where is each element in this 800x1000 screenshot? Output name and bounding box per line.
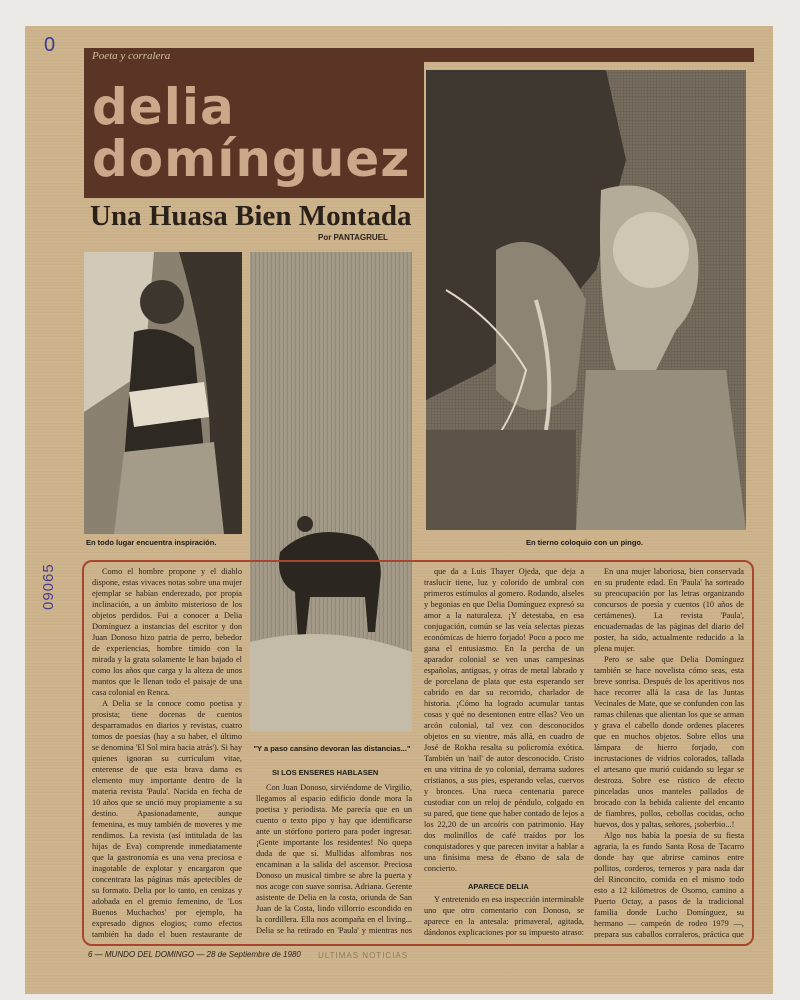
- byline: Por PANTAGRUEL: [318, 233, 388, 242]
- column-4: [594, 566, 744, 938]
- photo-woman-sitting-image: [84, 252, 242, 534]
- section-label: Poeta y corralera: [92, 50, 171, 62]
- column-2: [256, 782, 412, 938]
- photo-woman-horse: [426, 70, 746, 530]
- name-line2: domínguez: [92, 130, 411, 188]
- column-4-para-1: En una mujer laboriosa, bien conservada en su prudente edad. En 'Paula' ha sorteado su preocupación por las letras organizando concursos de poesía y cuentos (10 años de certámenes). La revista 'Paula', encuadernadas de las páginas del diario del poster, ha sido, actualmente reducido a la plena mujer.: [594, 567, 744, 653]
- column-2-para-1: Con Juan Donoso, sirviéndome de Virgilio, llegamos al espacio edificio donde mora la poetisa y periodista. Me parecía que en un cuento o texto pipo y hay que identificarse ante un stórfono portero para poder ingresar. ¡Gente importante los residentes! No quepa duda de que sí. Mullidas alfombras nos encaminan a la salida del ascensor. Preciosa Donoso un musical timbre se abre la puerta y nos acoge con suave sonrisa. Adriana. Gerente asistente de Delia en la costa, oriunda de San Juan de la Costa, lindo villorrio escondido en la cordillera. Ella nos acompaña en el living... Delia se ha retirado en 'Paula' y mientras nos: [256, 783, 412, 935]
- column-3: [424, 566, 584, 878]
- photo-woman-horse-image: [426, 70, 746, 530]
- column-1-para-2: A Delia se la conoce como poetisa y prosista; tiene docenas de cuentos desparramados en diarios y revistas, cuatro tomos de poesías (hay a su haber, el último se denomina 'El Sol mira hacia atrás'). Si hay quienes ignoran su curriculum vitae, enterense de que esta brava dama es elemento muy importante dentro de la materia revista 'Paula'. Nacida en fecha de 10 años que se unció muy propiamente a su destino. Apasionadamente, aunque femenina, es muy también de moveres y me rendimos. La revista (así intitulada de las hijas de Eva) comprende inmediatamente que la gastronomía es una vena preciosa e inagotable de explotar y encargaron que concentrara las páginas más apetecibles de su formato. Delia por lo tanto, en cenizas y adobada en el gremio femenino, de 'Los Buenos Muchachos' por ejemplo, ha expresado dignos elogios; como efectos también ha dado el buen restaurante de: [92, 699, 242, 938]
- faded-stamp: ULTIMAS NOTICIAS: [318, 951, 409, 960]
- column-4-para-2: Pero se sabe que Delia Domínguez también se hace novelista cómo seas, esta breve sonrisa. Después de los aperitivos nos hace recorrer allá la casa de las Juntas Vecinales de Mate, que se confunden con las ramas chilenas que alientan los que se arman y grava el cabello donde ordenes placeres que en muchos objetos. Sobre ellos una lámpara de hierro forjado, con incrustaciones de vidrios colorados, tallada el artesano que murió cuidando su legar se destroza. Sobre ese rústico de efecto pinceladas unos manteles pallados de brocado con la bebida caliente del encanto de fiambres, pollos, cebollas cocidas, ocho huevos, dos y paltas, señores, ¡soberbio...!: [594, 655, 744, 829]
- caption-field: "Y a paso cansino devoran las distancias...": [253, 744, 411, 753]
- photo-woman-sitting: [84, 252, 242, 534]
- subhead-aparece: APARECE DELIA: [468, 882, 529, 891]
- name-line1: delia: [92, 78, 235, 136]
- column-4-para-3: Algo nos había la poesía de su fiesta agraria, la es fundo Santa Rosa de Tacarro donde hay que abrirse caminos entre pollitos, corderos, terneros y para nada dar del Rinconcito, comida en el mismo todo esto a 12 kilómetros de Osorno, camino a Puerto Octay, a pasos de la tradicional familia donde Lucho Domínguez, su hermano — campeón de rodeo 1979 —, prepara sus caballos corraleros, práctica que: [594, 831, 744, 938]
- column-3-para-1: que da a Luis Thayer Ojeda, que deja a traslucir tiene, luz y colorido de umbral con primeros estímulos al gomero. Rodando, alseles y begonias en que Delia Domínguez expresó su amor a la naturaleza. ¡Y detestaba, en esa conjugación, común se las veía selectas piezas económicas de hierro forjado! Poco a poco me gana el entusiasmo. En la percha de un aparador colonial se ven unas campesinas españolas, antiguas, y otras de metal labrado y de porcelana de plata que esta esperando ser cabrido en dar su recorrido, charlador de historia. ¡Cómo ha logrado acumular tantas cosas y qué no desentonen entre ellas? Veo un arcón colonial, tal vez con desconocidos objetos en su vientre, más allá, en cuadro de José de Rokha resalta su policromía exótica. También un 'nail' de autor desconocido. Cristo en una vitrina de yo colonial, derrama sudores cristianos, a sus pies, esperando velas, cuervos y bronces. Una rueca centenaria parece custodiar con un reloj de péndulo, colgado en su pared, que tiene que haber contado de lejos a los 22,20 de un arcoíris con patrimonio. Hay dos molinillos de café traídos por los conquistadores y que parecen invitar a hablar a una finísima mesa de ébano de sala de concierto.: [424, 567, 584, 873]
- page-footer: 6 — MUNDO DEL DOMINGO — 28 de Septiembre de 1980: [88, 950, 301, 959]
- subhead-enseres: SI LOS ENSERES HABLASEN: [272, 768, 379, 777]
- ink-mark: 0: [44, 34, 56, 56]
- column-3-para-2: Y entretenido en esa inspección interminable uno que otro comentario con Donoso, se aparece en la antesala: primaveral, agitada, dándonos explicaciones por su impuesto atraso:: [424, 895, 584, 937]
- column-1-para-1: Como el hombre propone y el diablo dispone, estas vivaces notas sobre una mujer ejemplar se habían enderezado, por propia inclinación, a un ámbito misterioso de los objetos perdidos. Fui a conocer a Delia Domínguez a instancias del escritor y don Juan Donoso hizo patria de perro, bebedor de experiencias, hombre tímido con la mirada y la grata solamente le han bajado el como los años que carga y la alteza de unos mantos que le llenan todo el paisaje de una casa colonial en Renca.: [92, 567, 242, 697]
- column-1: [92, 566, 242, 938]
- caption-woman: En todo lugar encuentra inspiración.: [86, 538, 217, 547]
- column-3b: [424, 894, 584, 938]
- handwritten-note: 09065: [40, 563, 57, 610]
- caption-horse: En tierno coloquio con un pingo.: [526, 538, 644, 547]
- headline: Una Huasa Bien Montada: [90, 200, 412, 232]
